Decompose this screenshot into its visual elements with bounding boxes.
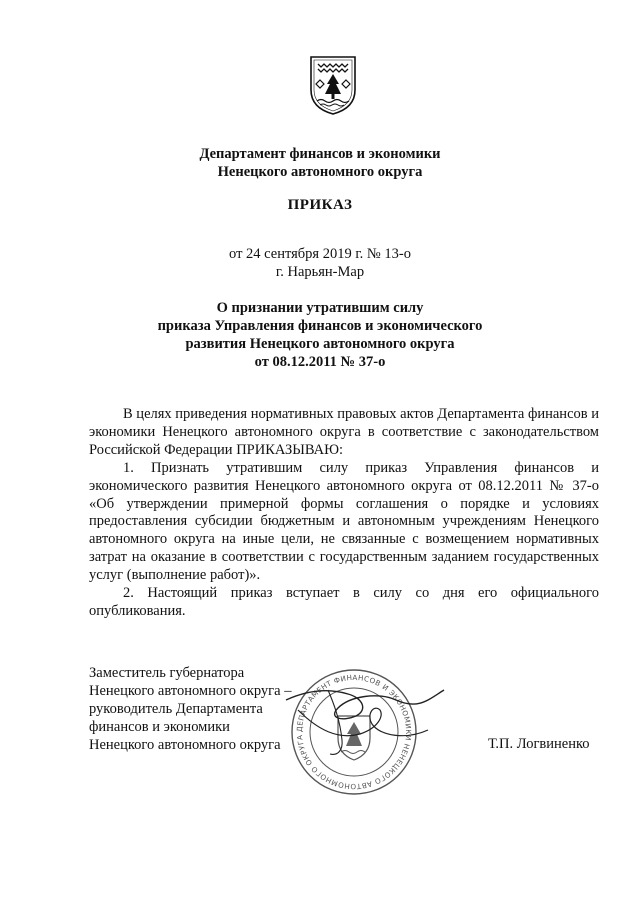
coat-of-arms-icon [308, 54, 358, 116]
signatory-title-line1: Заместитель губернатора [89, 665, 245, 681]
order-date-number: от 24 сентября 2019 г. № 13-о [229, 246, 411, 262]
department-name-line1: Департамент финансов и экономики [199, 146, 441, 162]
department-name-line2: Ненецкого автономного округа [217, 164, 423, 180]
subject-line1: О признании утратившим силу [216, 300, 424, 316]
signatory-title-line3: руководитель Департамента [89, 701, 263, 717]
clause-2-paragraph: 2. Настоящий приказ вступает в силу со дня его официального опубликования. [89, 585, 599, 619]
subject-line2: приказа Управления финансов и экономического [157, 318, 483, 334]
document-title: ПРИКАЗ [287, 197, 353, 213]
order-city: г. Нарьян-Мар [275, 264, 365, 280]
seal-text: ДЕПАРТАМЕНТ ФИНАНСОВ И ЭКОНОМИКИ НЕНЕЦКОГО АВТОНОМНОГО ОКРУГА [294, 672, 414, 792]
signatory-title-line2: Ненецкого автономного округа – [89, 683, 292, 699]
signer-name: Т.П. Логвиненко [488, 736, 590, 752]
document-body [89, 406, 599, 621]
subject-line3: развития Ненецкого автономного округа [185, 336, 455, 352]
signatory-title-line5: Ненецкого автономного округа [89, 737, 281, 753]
clause-1-paragraph: 1. Признать утратившим силу приказ Управления финансов и экономического развития Ненецкого автономного округа от 08.12.2011 № 37-о «Об утверждении примерной формы соглашения о порядке и условиях предоставления субсидии бюджетным и автономным учреждениям Ненецкого автономного округа на иные цели, не связанные с возмещением нормативных затрат на оказание в соответствии с государственным заданием государственных услуг (выполнение работ)». [89, 459, 599, 584]
signatory-title-line4: финансов и экономики [89, 719, 230, 735]
intro-paragraph: В целях приведения нормативных правовых актов Департамента финансов и экономики Ненецкого автономного округа в соответствие с законодательством Российской Федерации ПРИКАЗЫВАЮ: [89, 406, 599, 458]
subject-line4: от 08.12.2011 № 37-о [254, 354, 386, 370]
